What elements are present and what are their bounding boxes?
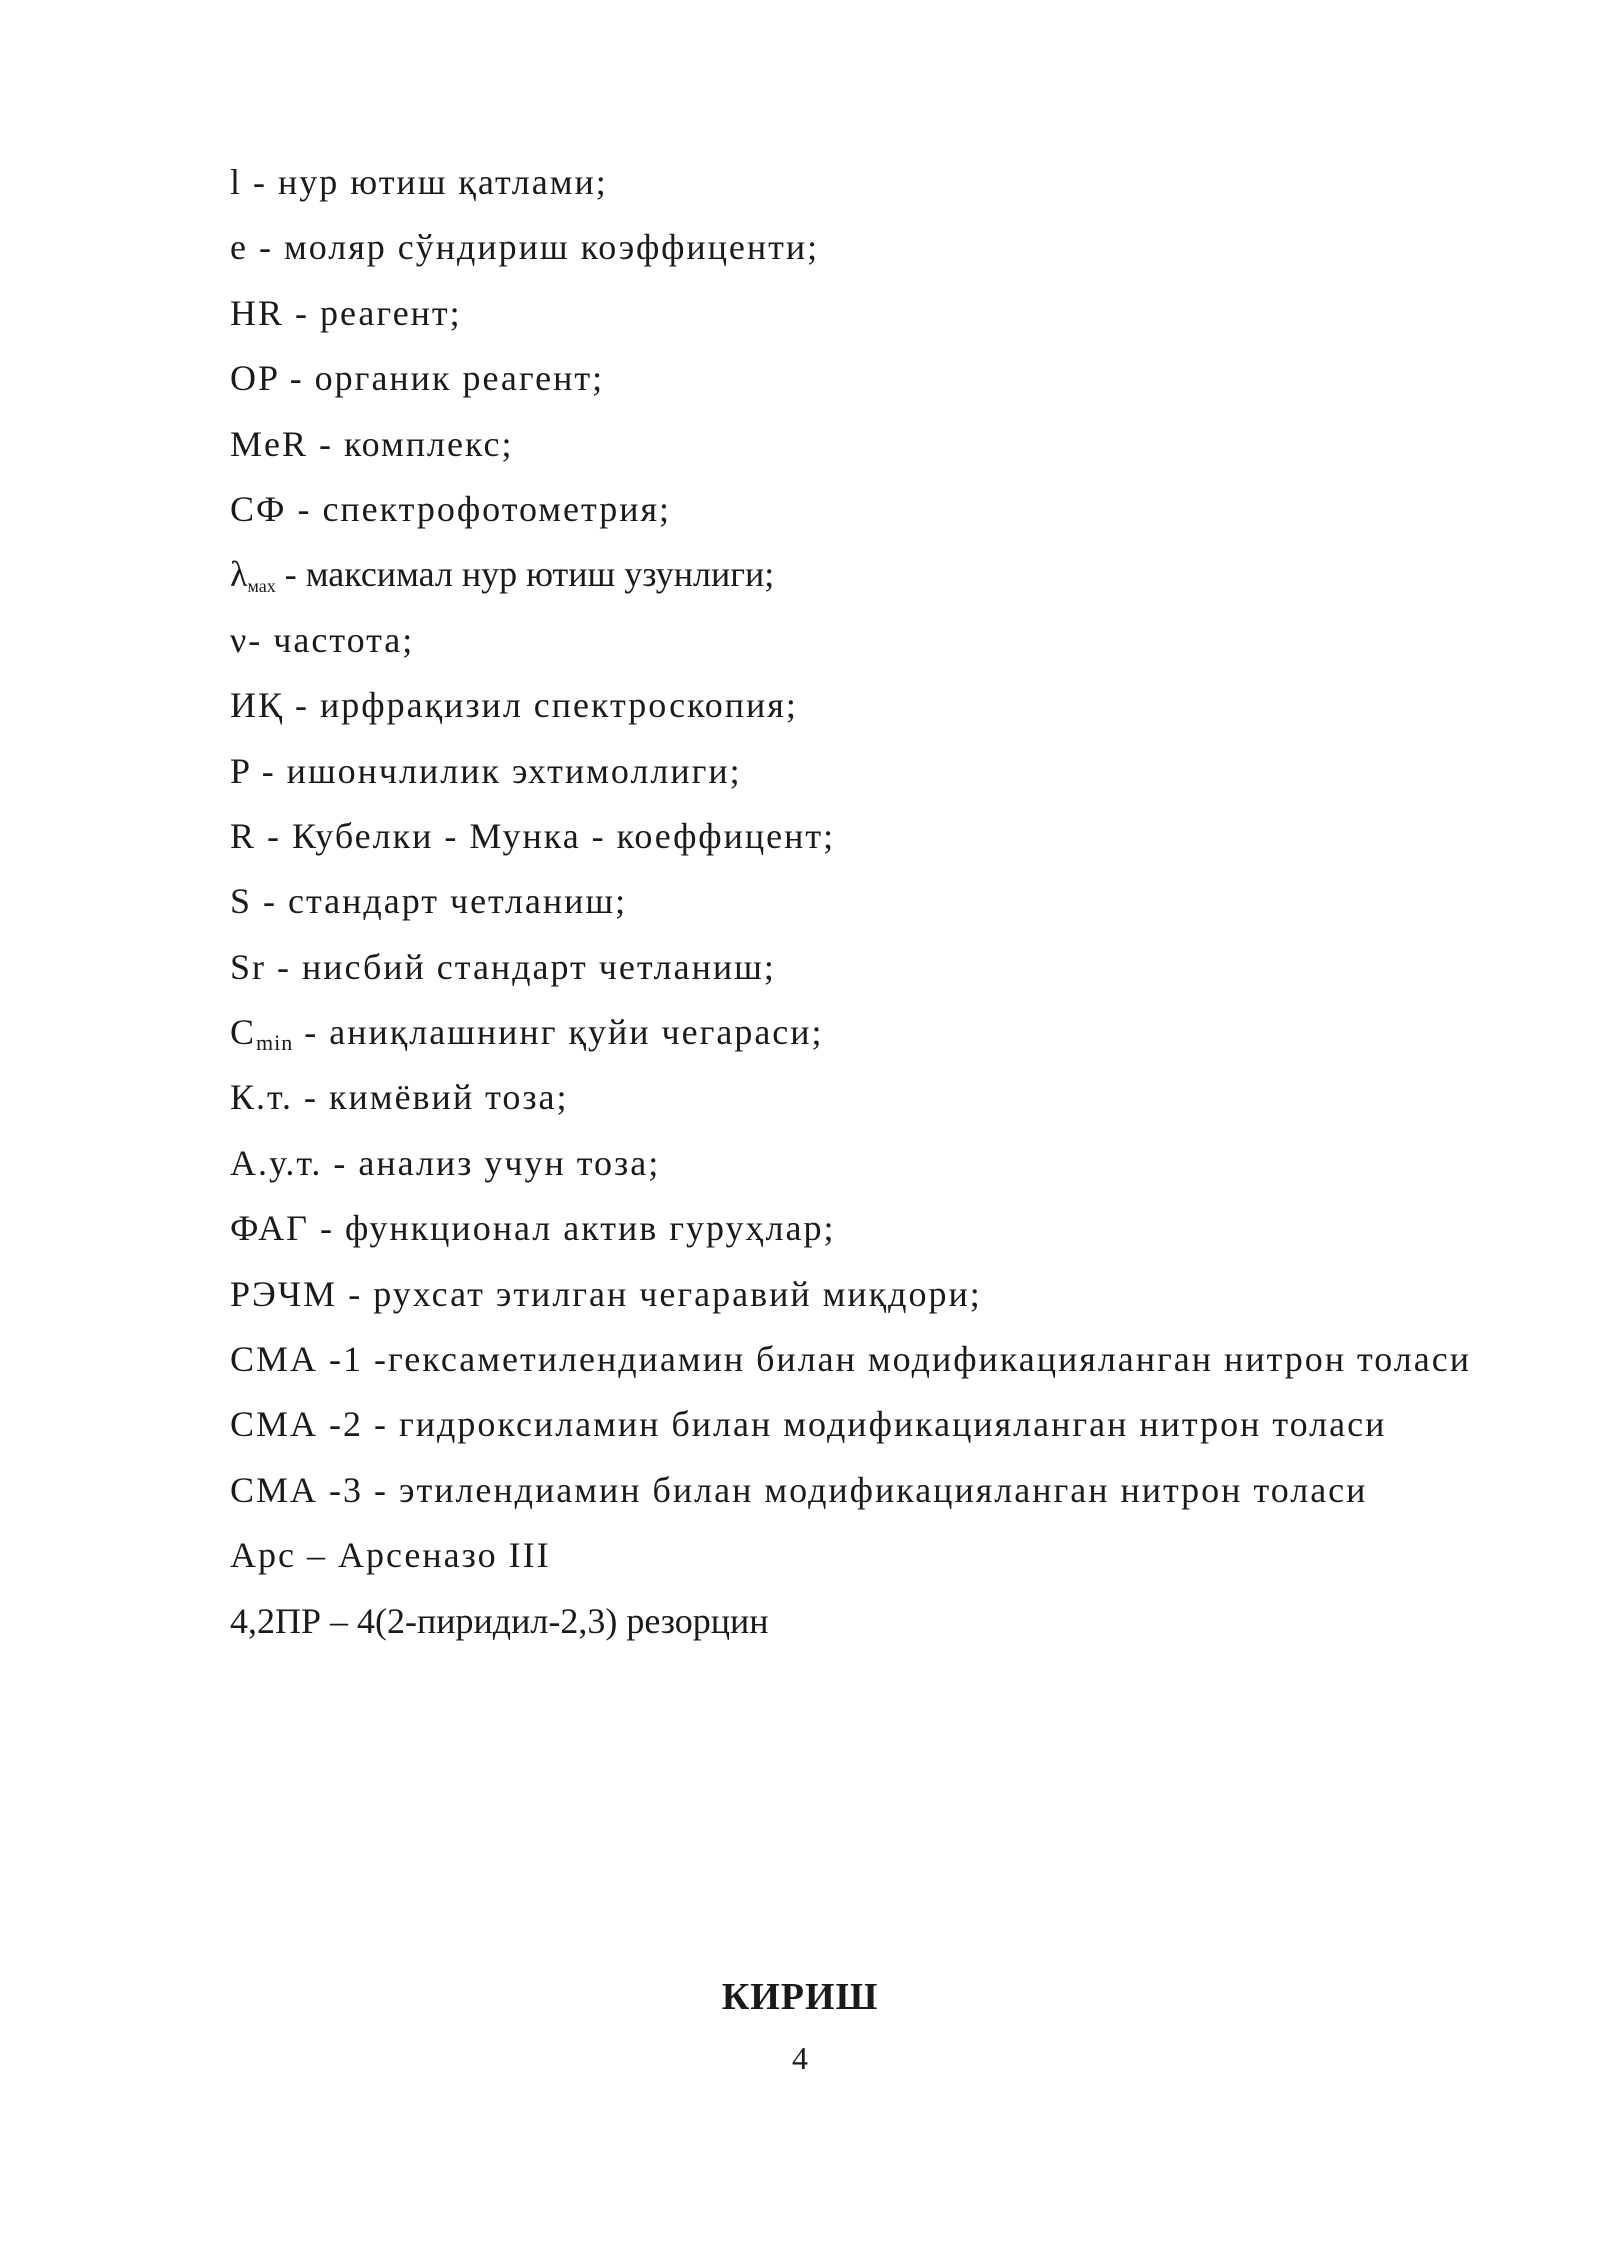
abbreviation-description: - моляр сўндириш коэффиценти; xyxy=(247,227,820,268)
abbreviation-symbol: MeR xyxy=(230,423,308,464)
abbreviation-subscript: min xyxy=(256,1030,294,1056)
abbreviation-list xyxy=(230,150,1492,1654)
section-title: КИРИШ xyxy=(721,1976,879,2018)
abbreviation-symbol: λ xyxy=(230,554,248,595)
abbreviation-description: – Арсеназо III xyxy=(295,1535,551,1576)
abbreviation-symbol: Арс xyxy=(230,1535,296,1576)
abbreviation-description: -2 - гидроксиламин билан модификацияланган нитрон толаси xyxy=(318,1404,1387,1445)
abbreviation-item xyxy=(230,1065,1492,1130)
abbreviation-symbol: РЭЧМ xyxy=(230,1273,338,1314)
abbreviation-item xyxy=(230,869,1492,934)
abbreviation-symbol: СМА xyxy=(230,1404,319,1445)
abbreviation-description: - функционал актив гуруҳлар; xyxy=(308,1208,836,1249)
abbreviation-symbol: 4,2ПР xyxy=(230,1600,322,1641)
abbreviation-symbol: ИҚ xyxy=(230,685,285,726)
abbreviation-description: - ирфрақизил спектроскопия; xyxy=(284,685,798,726)
abbreviation-symbol: К.т. xyxy=(230,1077,294,1118)
abbreviation-symbol: R xyxy=(230,815,257,856)
abbreviation-symbol: СФ xyxy=(230,488,287,529)
abbreviation-item xyxy=(230,281,1492,346)
abbreviation-item xyxy=(230,739,1492,804)
abbreviation-description: - максимал нур ютиш узунлиги; xyxy=(275,554,775,595)
abbreviation-item xyxy=(230,542,1492,607)
abbreviation-description: - нур ютиш қатлами; xyxy=(242,162,608,202)
abbreviation-item xyxy=(230,804,1492,869)
abbreviation-description: - Кубелки - Мунка - коеффицент; xyxy=(256,815,836,856)
abbreviation-symbol: P xyxy=(230,750,251,791)
abbreviation-description: - анализ учун тоза; xyxy=(322,1142,661,1183)
abbreviation-item xyxy=(230,346,1492,411)
abbreviation-description: - частота; xyxy=(248,619,415,660)
abbreviation-symbol: S xyxy=(230,881,253,922)
page-number: 4 xyxy=(792,2040,808,2076)
abbreviation-symbol: HR xyxy=(230,292,285,333)
abbreviation-symbol: l xyxy=(230,162,243,202)
abbreviation-item xyxy=(230,1262,1492,1327)
abbreviation-description: - нисбий стандарт четланиш; xyxy=(266,946,776,987)
abbreviation-description: -3 - этилендиамин билан модификацияланган нитрон толаси xyxy=(318,1469,1368,1510)
abbreviation-item xyxy=(230,215,1492,280)
abbreviation-description: - рухсат этилган чегаравий миқдори; xyxy=(337,1273,982,1314)
abbreviation-item xyxy=(230,673,1492,738)
abbreviation-description: - кимёвий тоза; xyxy=(293,1077,569,1118)
abbreviation-description: - стандарт четланиш; xyxy=(252,881,628,922)
abbreviation-subscript: мах xyxy=(247,576,276,597)
abbreviation-item xyxy=(230,1589,1492,1654)
abbreviation-description: – 4(2-пиридил-2,3) резорцин xyxy=(321,1600,769,1641)
abbreviation-symbol: Sr xyxy=(230,946,267,987)
abbreviation-symbol: СМА xyxy=(230,1339,319,1380)
abbreviation-symbol: ФАГ xyxy=(230,1208,309,1249)
abbreviation-item xyxy=(230,608,1492,673)
abbreviation-symbol: OP xyxy=(230,358,279,399)
abbreviation-description: - спектрофотометрия; xyxy=(286,488,672,529)
abbreviation-symbol: C xyxy=(230,1012,257,1053)
abbreviation-item xyxy=(230,412,1492,477)
abbreviation-symbol: ν xyxy=(230,619,249,660)
abbreviation-description: -1 -гексаметилендиамин билан модификацияланган нитрон толаси xyxy=(318,1339,1471,1380)
abbreviation-description: - органик реагент; xyxy=(278,358,605,399)
abbreviation-item xyxy=(230,1327,1492,1392)
abbreviation-description: - аниқлашнинг қуйи чегараси; xyxy=(293,1012,824,1053)
abbreviation-item xyxy=(230,1000,1492,1065)
abbreviation-item xyxy=(230,1196,1492,1261)
abbreviation-item xyxy=(230,1131,1492,1196)
abbreviation-symbol: e xyxy=(230,227,248,268)
abbreviation-description: - ишончлилик эхтимоллиги; xyxy=(250,750,742,791)
abbreviation-symbol: СМА xyxy=(230,1469,319,1510)
abbreviation-description: - реагент; xyxy=(284,292,462,333)
abbreviation-item xyxy=(230,1523,1492,1588)
abbreviation-item xyxy=(230,477,1492,542)
abbreviation-item xyxy=(230,935,1492,1000)
abbreviation-item xyxy=(230,1392,1492,1457)
abbreviation-item xyxy=(230,1458,1492,1523)
abbreviation-description: - комплекс; xyxy=(308,423,514,464)
abbreviation-item xyxy=(230,150,1492,215)
abbreviation-symbol: А.у.т. xyxy=(230,1142,323,1183)
